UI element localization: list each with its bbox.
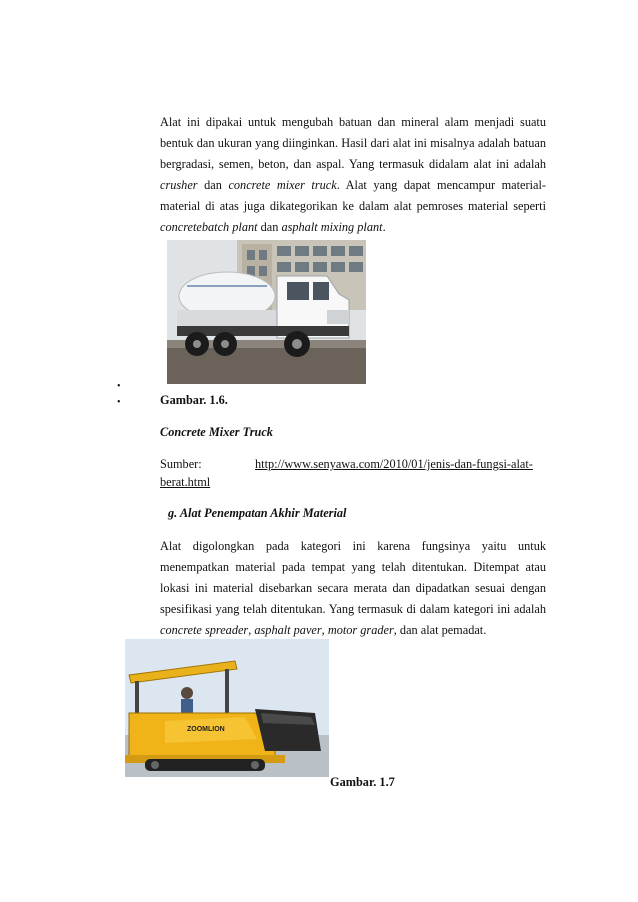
source-label: Sumber:: [160, 457, 202, 471]
term-mixer-truck: concrete mixer truck: [228, 178, 337, 192]
bullet: •: [117, 397, 121, 408]
figure-1-7-label: Gambar. 1.7: [330, 775, 395, 789]
term-batch-plant: concretebatch plant: [160, 220, 258, 234]
asphalt-paver-image: [125, 639, 329, 777]
concrete-mixer-truck-image: [167, 240, 366, 384]
figure-1-6-title: Concrete Mixer Truck: [160, 425, 273, 439]
source-link[interactable]: http://www.senyawa.com/2010/01/jenis-dan-fungsi-alat-: [255, 457, 533, 471]
term-motor-grader: motor grader: [327, 623, 394, 637]
source-link-continued[interactable]: berat.html: [160, 475, 211, 489]
term-concrete-spreader: concrete spreader: [160, 623, 249, 637]
paver-logo-text: ZOOMLION: [187, 726, 225, 733]
term-asphalt-paver: asphalt paver: [254, 623, 322, 637]
term-crusher: crusher: [160, 178, 198, 192]
paragraph-final-placement: Alat digolongkan pada kategori ini karena fungsinya yaitu untuk menempatkan material pada tempat yang telah ditentukan. Ditempat atau lokasi ini material disebarkan secara merata dan dipadatkan sesuai dengan spesifikasi yang telah ditentukan. Yang termasuk di dalam kategori ini adalah concrete spreader, asphalt paver, motor grader, dan alat pemadat.: [160, 539, 546, 637]
section-g-heading: g. Alat Penempatan Akhir Material: [168, 506, 347, 520]
term-asphalt-plant: asphalt mixing plant: [281, 220, 383, 234]
paragraph-intro: Alat ini dipakai untuk mengubah batuan dan mineral alam menjadi suatu bentuk dan ukuran yang diinginkan. Hasil dari alat ini misalnya adalah batuan bergradasi, semen, beton, dan aspal. Yang termasuk didalam alat ini adalah crusher dan concrete mixer truck. Alat yang dapat mencampur material-material di atas juga dikategorikan ke dalam alat pemroses material seperti concretebatch plant dan asphalt mixing plant.: [160, 115, 546, 234]
bullet: •: [117, 381, 121, 392]
figure-1-6-label: Gambar. 1.6.: [160, 393, 228, 407]
